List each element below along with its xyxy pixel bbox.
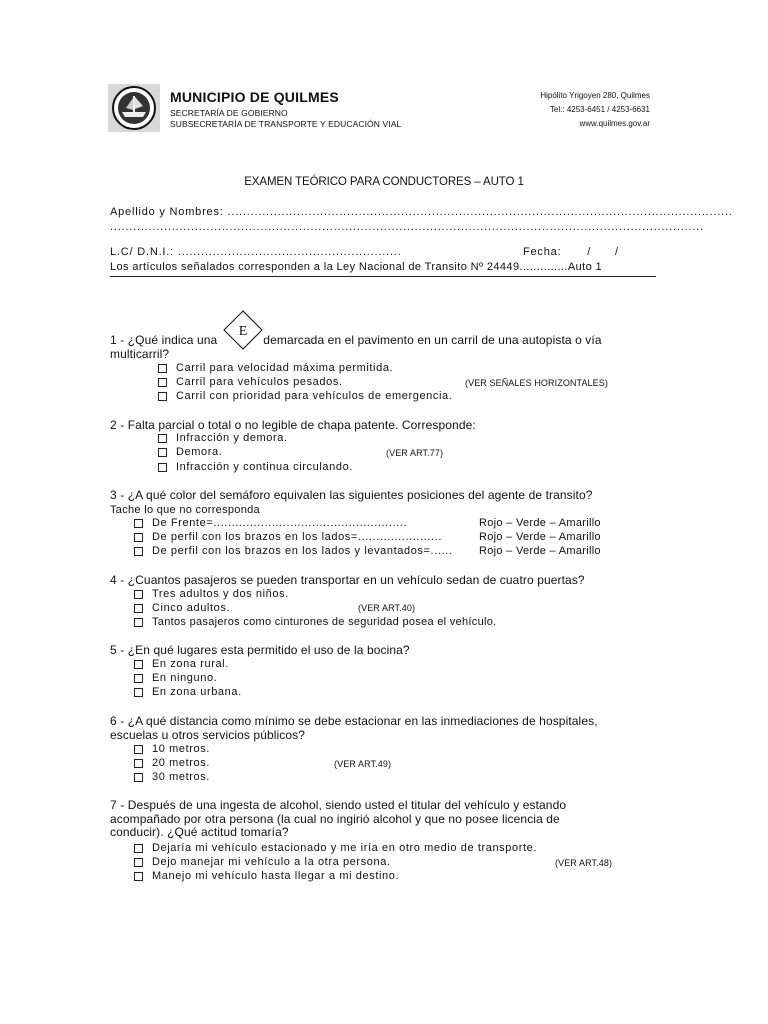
q2-option-2[interactable]: Demora.: [158, 446, 222, 458]
q5-option-1[interactable]: En zona rural.: [134, 658, 229, 670]
checkbox[interactable]: [134, 533, 143, 542]
municipality-seal-logo: [108, 84, 160, 132]
header-address: Hipólito Yrigoyen 280, Quilmes: [540, 91, 650, 100]
apellido-dots: ...................................................................................................................................: [227, 206, 733, 218]
dni-label: L.C/ D.N.I.:: [110, 246, 178, 258]
apellido-field-line2[interactable]: ..........................................................................................................................................................: [110, 221, 704, 233]
q5-option-2[interactable]: En ninguno.: [134, 672, 217, 684]
q3-colors-2[interactable]: Rojo – Verde – Amarillo: [479, 531, 601, 543]
checkbox[interactable]: [134, 604, 143, 613]
checkbox[interactable]: [134, 674, 143, 683]
checkbox[interactable]: [134, 590, 143, 599]
checkbox[interactable]: [134, 872, 143, 881]
q3-colors-1[interactable]: Rojo – Verde – Amarillo: [479, 517, 601, 529]
question-7: 7 - Después de una ingesta de alcohol, siendo usted el titular del vehículo y estando acompañado por otra persona (la cual no ingirió alcohol y que no posee licencia de conducir). ¿Qué actitud tomaría?: [110, 798, 567, 839]
q1-option-1[interactable]: Carril para velocidad máxima permitida.: [158, 362, 393, 374]
q6-option-1[interactable]: 10 metros.: [134, 743, 210, 755]
checkbox[interactable]: [158, 448, 167, 457]
q2-option-3[interactable]: Infracción y continua circulando.: [158, 461, 353, 473]
checkbox[interactable]: [158, 434, 167, 443]
q7-option-2[interactable]: Dejo manejar mi vehículo a la otra persona.: [134, 856, 391, 868]
sign-letter: E: [238, 324, 248, 339]
fecha-field[interactable]: Fecha: / /: [523, 246, 619, 258]
municipality-name: MUNICIPIO DE QUILMES: [170, 89, 339, 105]
q1-option-2[interactable]: Carril para vehículos pesados.: [158, 376, 343, 388]
checkbox[interactable]: [158, 364, 167, 373]
question-4: 4 - ¿Cuantos pasajeros se pueden transportar en un vehículo sedan de cuatro puertas?: [110, 573, 585, 587]
header-divider: [110, 276, 656, 277]
q3-colors-3[interactable]: Rojo – Verde – Amarillo: [479, 545, 601, 557]
q5-option-3[interactable]: En zona urbana.: [134, 686, 242, 698]
q3-instruction: Tache lo que no corresponda: [110, 504, 260, 516]
checkbox[interactable]: [134, 773, 143, 782]
header-phone: Tel.: 4253-6451 / 4253-6631: [549, 105, 650, 114]
checkbox[interactable]: [134, 745, 143, 754]
question-2: 2 - Falta parcial o total o no legible de chapa patente. Corresponde:: [110, 418, 476, 432]
checkbox[interactable]: [134, 858, 143, 867]
checkbox[interactable]: [158, 463, 167, 472]
ley-reference-line: Los artículos señalados corresponden a la Ley Nacional de Transito Nº 24449..............Auto 1: [110, 261, 603, 273]
question-6: 6 - ¿A qué distancia como mínimo se debe estacionar en las inmediaciones de hospitales, escuelas u otros servicios públicos?: [110, 714, 598, 742]
q3-option-2[interactable]: De perfil con los brazos en los lados=.......................: [134, 531, 442, 543]
dni-field[interactable]: L.C/ D.N.I.: ..........................................................: [110, 246, 402, 258]
checkbox[interactable]: [134, 844, 143, 853]
q3-option-1[interactable]: De Frente=.....................................................: [134, 517, 407, 529]
header-website: www.quilmes.gov.ar: [579, 119, 650, 128]
q7-option-1[interactable]: Dejaría mi vehículo estacionado y me iría en otro medio de transporte.: [134, 842, 537, 854]
fecha-label: Fecha:: [523, 246, 562, 258]
checkbox[interactable]: [158, 378, 167, 387]
ley-suffix: Auto 1: [567, 261, 603, 273]
q4-option-2[interactable]: Cinco adultos.: [134, 602, 230, 614]
q3-option-3[interactable]: De perfil con los brazos en los lados y levantados=......: [134, 545, 452, 557]
q6-option-2[interactable]: 20 metros.: [134, 757, 210, 769]
checkbox[interactable]: [158, 392, 167, 401]
checkbox[interactable]: [134, 519, 143, 528]
question-5: 5 - ¿En qué lugares esta permitido el uso de la bocina?: [110, 643, 410, 657]
checkbox[interactable]: [134, 618, 143, 627]
secretaria-name: SECRETARÍA DE GOBIERNO: [170, 108, 288, 118]
q1-text-line2: multicarril?: [110, 346, 170, 361]
q6-option-3[interactable]: 30 metros.: [134, 771, 210, 783]
q2-option-1[interactable]: Infracción y demora.: [158, 432, 288, 444]
q1-text-after: demarcada en el pavimento en un carril de una autopista o vía: [263, 333, 602, 347]
checkbox[interactable]: [134, 547, 143, 556]
q4-option-3[interactable]: Tantos pasajeros como cinturones de seguridad posea el vehículo.: [134, 616, 497, 628]
q4-reference: (VER ART.40): [358, 603, 416, 613]
q1-reference: (VER SEÑALES HORIZONTALES): [465, 378, 608, 388]
q1-text-before: 1 - ¿Qué indica una: [110, 333, 218, 347]
q6-reference: (VER ART.49): [334, 759, 392, 769]
question-3: 3 - ¿A qué color del semáforo equivalen las siguientes posiciones del agente de transito?: [110, 488, 593, 502]
checkbox[interactable]: [134, 688, 143, 697]
q1-option-3[interactable]: Carril con prioridad para vehículos de emergencia.: [158, 390, 452, 402]
q7-option-3[interactable]: Manejo mi vehículo hasta llegar a mi destino.: [134, 870, 399, 882]
apellido-field[interactable]: [110, 206, 733, 218]
ley-text: Los artículos señalados corresponden a la Ley Nacional de Transito Nº 24449: [110, 261, 520, 273]
exam-title: EXAMEN TEÓRICO PARA CONDUCTORES – AUTO 1: [244, 176, 524, 188]
subsecretaria-name: SUBSECRETARÍA DE TRANSPORTE Y EDUCACIÓN VIAL: [170, 119, 402, 129]
q7-reference: (VER ART.48): [555, 858, 613, 868]
checkbox[interactable]: [134, 759, 143, 768]
checkbox[interactable]: [134, 660, 143, 669]
apellido-label: Apellido y Nombres:: [110, 206, 228, 218]
q4-option-1[interactable]: Tres adultos y dos niños.: [134, 588, 289, 600]
q2-reference: (VER ART.77): [386, 448, 444, 458]
question-1: [110, 334, 656, 361]
